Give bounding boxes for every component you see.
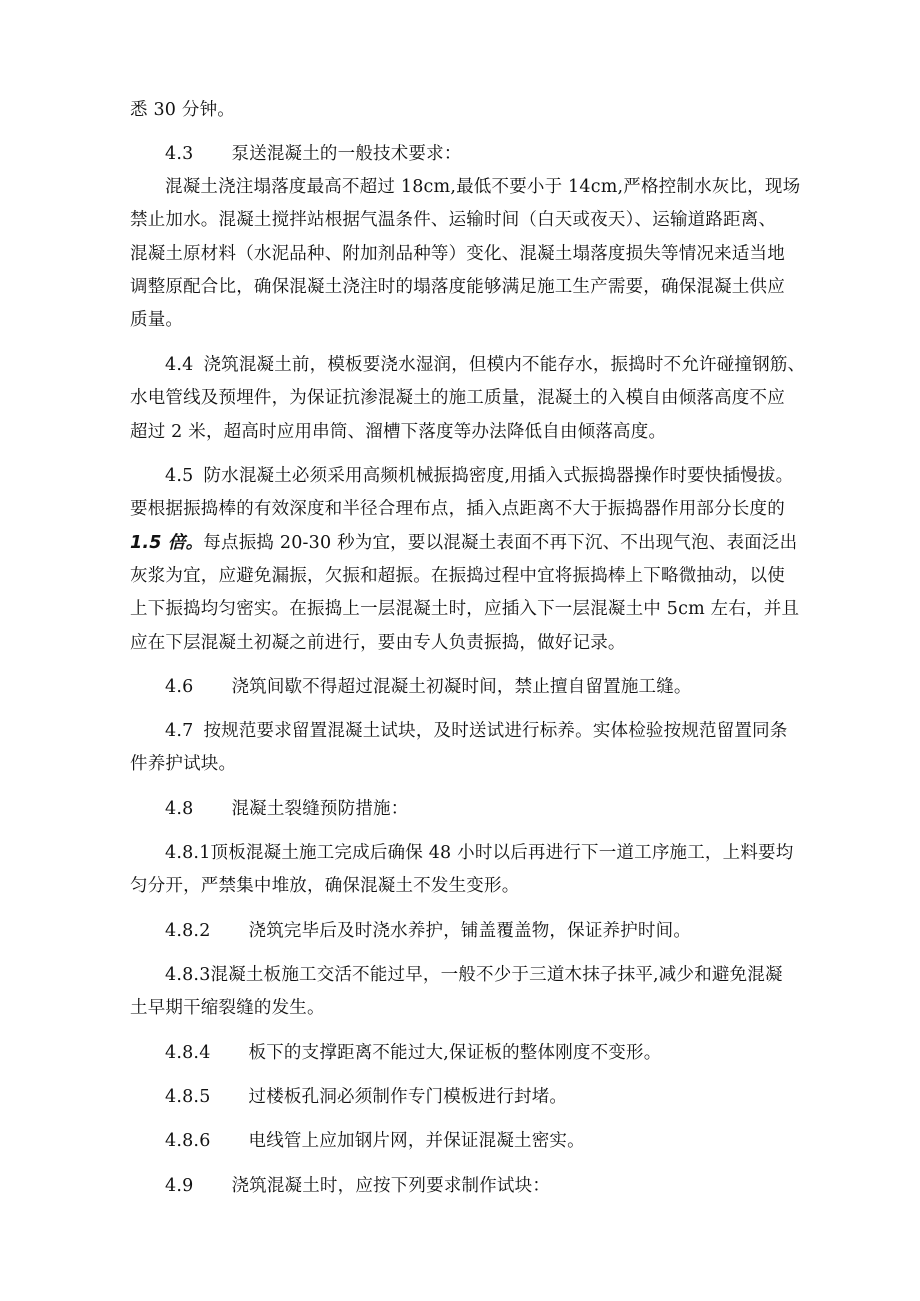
section-number: 4.8.4: [165, 1043, 211, 1063]
section-number: 4.8: [165, 799, 194, 819]
section-number: 4.8.6: [165, 1131, 211, 1151]
text-line: [130, 631, 626, 655]
paragraph-line: [165, 719, 788, 743]
text-line: [130, 996, 325, 1020]
text: 质量。: [130, 310, 184, 330]
text-line: [130, 420, 666, 444]
text-line: [130, 564, 785, 588]
section-number: 4.7: [165, 721, 194, 741]
text-line: [130, 208, 776, 232]
text: 要根据振捣棒的有效深度和半径合理布点，插入点距离不大于振捣器作用部分长度的: [130, 499, 785, 519]
text: 防水混凝土必须采用高频机械振捣密度,用插入式振捣器操作时要快插慢拔。: [203, 466, 794, 486]
text: 按规范要求留置混凝土试块，及时送试进行标养。实体检验按规范留置同条: [203, 721, 788, 741]
italic-text: 1.5 倍。: [130, 533, 204, 553]
text: 混凝土浇注塌落度最高不超过 18cm,最低不要小于 14cm,严格控制水灰比，现场: [165, 177, 801, 197]
text: 超过 2 米，超高时应用串筒、溜槽下落度等办法降低自由倾落高度。: [130, 422, 667, 442]
paragraph-line: [165, 1041, 661, 1065]
text: 上下振捣均匀密实。在振捣上一层混凝土时，应插入下一层混凝土中 5cm 左右，并且: [130, 599, 800, 619]
text: 浇筑完毕后及时浇水养护，铺盖覆盖物，保证养护时间。: [248, 921, 692, 941]
paragraph-line: [165, 1129, 585, 1153]
section-number: 4.4: [165, 355, 194, 375]
text: 泵送混凝土的一般技术要求：: [231, 144, 462, 164]
text: 件养护试块。: [130, 754, 237, 774]
text-line: [130, 752, 236, 776]
section-heading: [165, 142, 462, 166]
text-line: [165, 175, 800, 199]
paragraph-line: [165, 464, 793, 488]
text-line: [130, 98, 235, 122]
text-line: [130, 386, 785, 410]
text-line: [130, 242, 785, 266]
text-line: [130, 308, 183, 332]
section-number: 4.8.3: [165, 965, 211, 985]
text: 浇筑间歇不得超过混凝土初凝时间，禁止擅自留置施工缝。: [231, 677, 692, 697]
section-number: 4.8.2: [165, 921, 211, 941]
paragraph-line: [165, 353, 805, 377]
text: 每点振捣 20-30 秒为宜，要以混凝土表面不再下沉、不出现气泡、表面泛出: [203, 533, 798, 553]
paragraph-line: [165, 841, 793, 865]
paragraph-line: [165, 797, 408, 821]
text: 电线管上应加钢片网，并保证混凝土密实。: [248, 1131, 585, 1151]
text: 悉 30 分钟。: [130, 100, 235, 120]
text: 顶板混凝土施工完成后确保 48 小时以后再进行下一道工序施工，上料要均: [210, 843, 794, 863]
section-number: 4.8.1: [165, 843, 211, 863]
paragraph-line: [165, 963, 783, 987]
paragraph-line: [165, 675, 692, 699]
text: 过楼板孔洞必须制作专门模板进行封堵。: [248, 1087, 568, 1107]
text: 浇筑混凝土时，应按下列要求制作试块：: [231, 1176, 551, 1196]
section-number: 4.6: [165, 677, 194, 697]
text-line: [130, 497, 785, 521]
text: 浇筑混凝土前，模板要浇水湿润，但模内不能存水，振捣时不允许碰撞钢筋、: [203, 355, 806, 375]
paragraph-line: [165, 1085, 567, 1109]
paragraph-line: [165, 1174, 550, 1198]
section-number: 4.3: [165, 144, 194, 164]
text: 禁止加水。混凝土搅拌站根据气温条件、运输时间（白天或夜天）、运输道路距离、: [130, 210, 777, 230]
text: 应在下层混凝土初凝之前进行，要由专人负责振捣，做好记录。: [130, 633, 626, 653]
section-number: 4.8.5: [165, 1087, 211, 1107]
text-line: [130, 874, 519, 898]
text: 调整原配合比，确保混凝土浇注时的塌落度能够满足施工生产需要，确保混凝土供应: [130, 277, 785, 297]
text-line: [130, 597, 799, 621]
text: 混凝土板施工交活不能过早，一般不少于三道木抹子抹平,减少和避免混凝: [210, 965, 783, 985]
text: 板下的支撑距离不能过大,保证板的整体刚度不变形。: [248, 1043, 662, 1063]
text: 混凝土原材料（水泥品种、附加剂品种等）变化、混凝土塌落度损失等情况来适当地: [130, 244, 785, 264]
text: 灰浆为宜，应避免漏振，欠振和超振。在振捣过程中宜将振捣棒上下略微抽动，以使: [130, 566, 785, 586]
section-number: 4.9: [165, 1176, 194, 1196]
text: 匀分开，严禁集中堆放，确保混凝土不发生变形。: [130, 876, 520, 896]
text: 水电管线及预埋件，为保证抗渗混凝土的施工质量，混凝土的入模自由倾落高度不应: [130, 388, 785, 408]
text: 土早期干缩裂缝的发生。: [130, 998, 325, 1018]
paragraph-line: [165, 919, 691, 943]
text-line: [130, 275, 785, 299]
section-number: 4.5: [165, 466, 194, 486]
text-line: [130, 531, 797, 555]
text: 混凝土裂缝预防措施：: [231, 799, 409, 819]
